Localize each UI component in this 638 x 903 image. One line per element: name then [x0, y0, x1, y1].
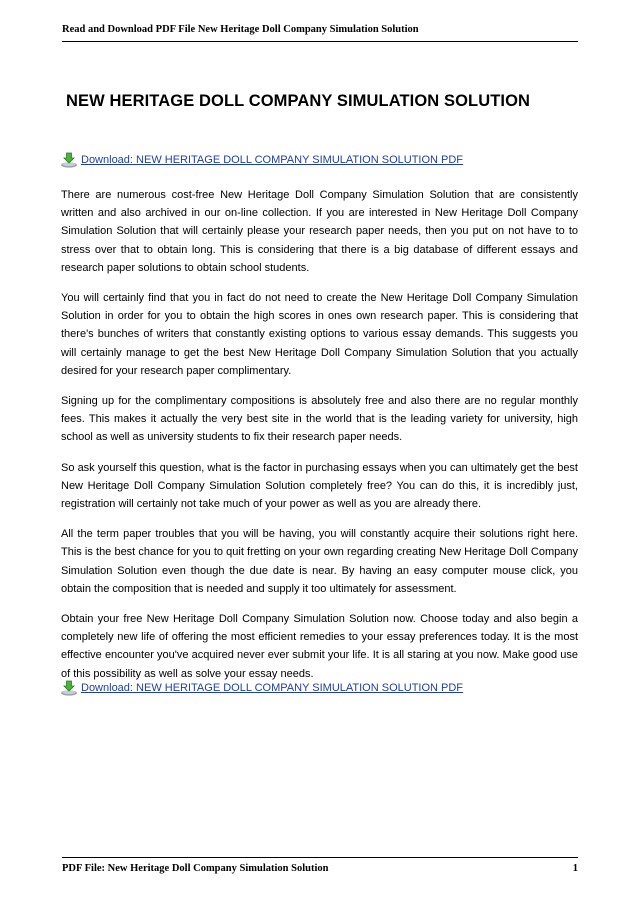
paragraph: Signing up for the complimentary compositions is absolutely free and also there are no regular monthly fees. This makes it actually the very best site in the world that is the leading variety for university, high school as well as university students to fix their research paper needs.: [61, 395, 578, 444]
page-number: 1: [572, 863, 578, 874]
article-body: [61, 186, 578, 695]
download-link-bottom[interactable]: Download: NEW HERITAGE DOLL COMPANY SIMULATION SOLUTION PDF: [81, 682, 464, 694]
download-icon: [60, 152, 78, 168]
page-title: NEW HERITAGE DOLL COMPANY SIMULATION SOLUTION: [66, 92, 531, 110]
paragraph: There are numerous cost-free New Heritage Doll Company Simulation Solution that are consistently written and also archived in our on-line collection. If you are interested in New Heritage Doll Company Simulation Solution that will certainly please your research paper needs, then you put on not have to to stress over that to obtain long. This is considering that there is a big database of different essays and research paper solutions to obtain school students.: [61, 189, 578, 274]
download-row-bottom: [60, 680, 463, 696]
page-header: Read and Download PDF File New Heritage Doll Company Simulation Solution: [62, 24, 578, 42]
paragraph: Obtain your free New Heritage Doll Company Simulation Solution now. Choose today and also begin a completely new life of offering the most efficient remedies to your essay preferences today. It is the most effective encounter you've acquired never ever submit your life. It is all staring at you now. Make good use of this possibility as well as solve your essay needs.: [61, 613, 578, 680]
paragraph: All the term paper troubles that you will be having, you will constantly acquire their solutions right here. This is the best chance for you to quit fretting on your own regarding creating New Heritage Doll Company Simulation Solution even though the due date is near. By having an easy computer mouse click, you obtain the composition that is needed and supply it too ultimately for assessment.: [61, 528, 578, 595]
paragraph: You will certainly find that you in fact do not need to create the New Heritage Doll Company Simulation Solution in order for you to obtain the high scores in ones own research paper. This is considering that there's bunches of writers that constantly existing options to various essay demands. This suggests you will certainly manage to get the best New Heritage Doll Company Simulation Solution that you actually desired for your research paper complimentary.: [61, 292, 578, 377]
download-icon: [60, 680, 78, 696]
download-link-top[interactable]: Download: NEW HERITAGE DOLL COMPANY SIMULATION SOLUTION PDF: [81, 154, 464, 166]
download-row-top: [60, 152, 463, 168]
paragraph: So ask yourself this question, what is the factor in purchasing essays when you can ultimately get the best New Heritage Doll Company Simulation Solution completely free? You can do this, it is incredibly just, registration will certainly not take much of your power as well as you are already there.: [61, 461, 578, 511]
page-footer: [62, 857, 578, 874]
footer-text: PDF File: New Heritage Doll Company Simulation Solution: [62, 863, 329, 874]
